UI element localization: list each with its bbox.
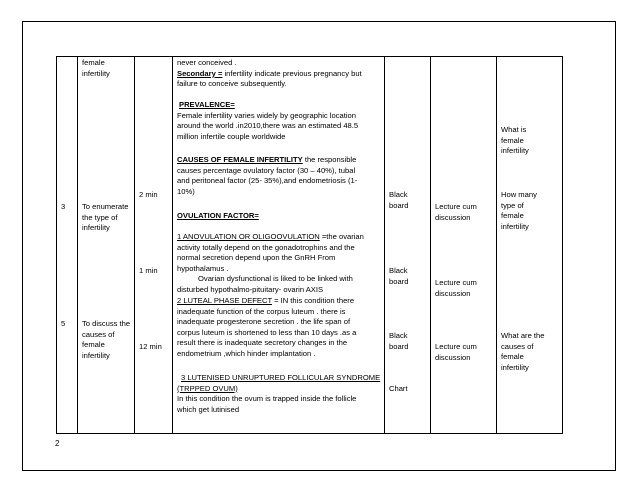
prevalence-section: PREVALENCE= Female infertility varies widely by geographic location around the world .in2010,there was an estimated 48.5 million infertile couple worldwide (177, 100, 380, 142)
av-aid-chart: Chart (389, 384, 408, 393)
objective-5: To discuss the causes of female infertility (82, 319, 131, 360)
objective-prev: female infertility (82, 58, 110, 78)
objective-3: To enumerate the type of infertility (82, 202, 129, 233)
method-4: Lecture cum discussion (435, 278, 477, 298)
page-number: 2 (55, 439, 60, 448)
luf-heading: 3 LUTENISED UNRUPTURED FOLLICULAR SYNDROME (181, 373, 381, 382)
method-cell (431, 57, 497, 434)
anovulation-section: 1 ANOVULATION OR OLIGOOVULATION =the ovarian activity totally depend on the gonadotrophins and the normal secretion depend upon the GnRH From hypothalamus . Ovarian dysfunctional is liked to be linked with disturbed hypothalmo-pituitary- ovarin AXIS (177, 232, 364, 294)
sno-3: 3 (61, 202, 66, 211)
sno-5: 5 (61, 319, 66, 328)
av-aid-cell (385, 57, 431, 434)
ovulation-heading: OVULATION FACTOR= (177, 211, 259, 220)
sno-cell (57, 57, 78, 434)
lesson-plan-table (56, 56, 563, 434)
av-aid-3: Black board (389, 190, 409, 210)
time-4: 1 min (139, 266, 158, 275)
luf-section: 3 LUTENISED UNRUPTURED FOLLICULAR SYNDROME (TRPPED OVUM) In this condition the ovum is trapped inside the follicle which get lutinised (177, 373, 381, 414)
prevalence-heading: PREVALENCE= (179, 100, 235, 109)
method-3: Lecture cum discussion (435, 202, 477, 222)
secondary-infertility-text: never conceived . Secondary = infertility indicate previous pregnancy but failure to conceive subsequently. (177, 58, 362, 89)
evaluation-3b: How many type of female infertility (501, 190, 537, 231)
time-5: 12 min (139, 342, 162, 351)
objective-cell (78, 57, 135, 434)
time-cell (135, 57, 173, 434)
evaluation-5: What are the causes of female infertility (501, 331, 545, 372)
method-5: Lecture cum discussion (435, 342, 477, 362)
av-aid-5: Black board (389, 331, 409, 351)
evaluation-cell (497, 57, 563, 434)
causes-heading: CAUSES OF FEMALE INFERTILITY (177, 155, 303, 164)
av-aid-4: Black board (389, 266, 409, 286)
anovulation-label: 1 ANOVULATION OR OLIGOOVULATION (177, 232, 320, 241)
evaluation-3a: What is female infertility (501, 125, 529, 156)
time-3: 2 min (139, 190, 158, 199)
luteal-phase-section: 2 LUTEAL PHASE DEFECT = IN this condition there inadequate function of the corpus luteum . there is inadequate progesterone secretion . the life span of corpus luteum is shortened to less than 10 days .as a result there is inadequate secretory changes in the endometrium ,which hinder implantation . (177, 296, 357, 358)
secondary-label: Secondary = (177, 68, 223, 78)
luteal-phase-label: 2 LUTEAL PHASE DEFECT (177, 296, 272, 305)
table-row (57, 57, 563, 434)
content-cell (173, 57, 385, 434)
causes-section: CAUSES OF FEMALE INFERTILITY the responsible causes percentage ovulatory factor (30 – 40%), tubal and peritoneal factor (25- 35%),and endometriosis (1- 10%) (177, 155, 358, 196)
